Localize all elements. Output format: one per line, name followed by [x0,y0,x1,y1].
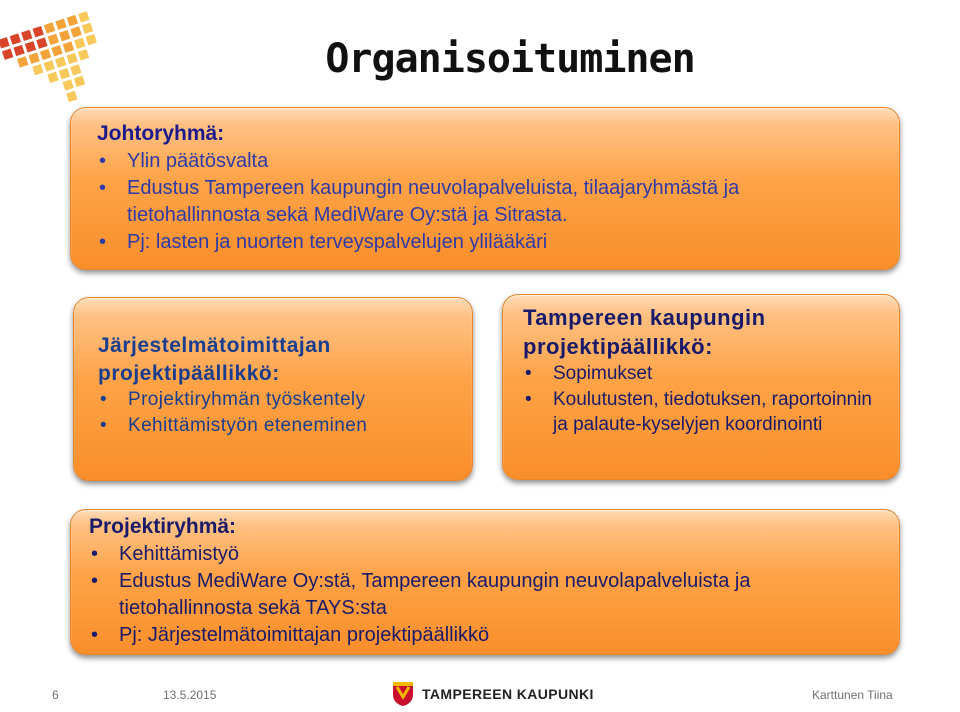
johtoryhma-box [70,107,900,270]
list-item: • Pj: Järjestelmätoimittajan projektipäällikkö [89,622,881,649]
list-item: • Edustus MediWare Oy:stä, Tampereen kaupungin neuvolapalveluista ja tietohallinnosta sekä TAYS:sta [89,568,881,622]
list-item: • Ylin päätösvalta [97,148,873,175]
jarjestelmatoimittaja-heading-line1: Järjestelmätoimittajan [98,334,331,357]
list-item: • Kehittämistyö [89,541,881,568]
tampere-pp-heading-line2: projektipäällikkö: [523,334,713,360]
jarjestelmatoimittaja-box [73,297,473,481]
footer-date: 13.5.2015 [163,688,217,702]
page-number: 6 [52,688,59,702]
footer-brand [392,681,594,707]
tampere-projektipaallikko-box [502,294,900,480]
list-item: • Pj: lasten ja nuorten terveyspalvelujen ylilääkäri [97,229,873,256]
johtoryhma-heading: Johtoryhmä: [97,122,225,145]
page-title: Organisoituminen [325,36,695,82]
list-item: • Kehittämistyön eteneminen [98,413,448,439]
jarjestelmatoimittaja-list [98,387,448,438]
list-item: • Koulutusten, tiedotuksen, raportoinnin ja palaute-kyselyjen koordinointi [523,387,879,438]
jarjestelmatoimittaja-heading-line2: projektipäällikkö: [98,361,280,385]
projektiryhma-list [89,541,881,649]
projektiryhma-box [70,509,900,655]
list-item: • Sopimukset [523,361,879,387]
projektiryhma-heading: Projektiryhmä: [89,515,237,538]
brand-text: TAMPEREEN KAUPUNKI [422,686,594,702]
footer-author: Karttunen Tiina [812,688,893,702]
list-item: • Edustus Tampereen kaupungin neuvolapalveluista, tilaajaryhmästä ja tietohallinnosta sekä MediWare Oy:stä ja Sitrasta. [97,175,873,229]
tampere-pp-list [523,361,879,438]
list-item: • Projektiryhmän työskentely [98,387,448,413]
tampere-pp-heading-line1: Tampereen kaupungin [523,305,766,330]
tampere-crest-icon [392,681,414,707]
johtoryhma-list [97,148,873,256]
